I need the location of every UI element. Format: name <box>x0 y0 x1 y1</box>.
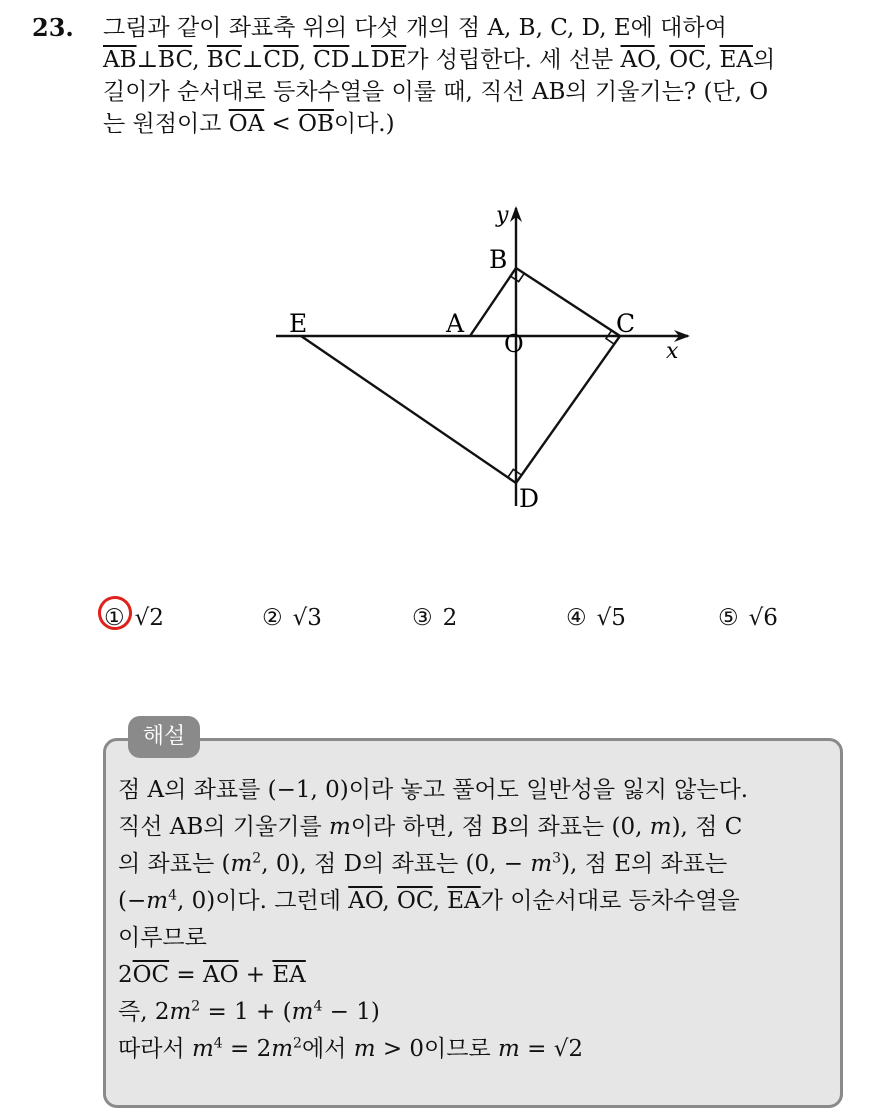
solution-text <box>118 772 838 1068</box>
segment-oc: $\overline{OC}$ <box>132 962 170 988</box>
question-line-3: 길이가 순서대로 등차수열을 이룰 때, 직선 AB의 기울기는? (단, O <box>103 79 769 105</box>
comma: , <box>654 47 670 73</box>
solution-line-1: 점 A의 좌표를 (−1, 0)이라 놓고 풀어도 일반성을 잃지 않는다. <box>118 777 749 803</box>
choice-4-number: ④ <box>566 605 587 631</box>
choice-5-number: ⑤ <box>718 605 739 631</box>
var-m: m <box>498 1036 520 1062</box>
sol-text: 따라서 <box>118 1036 192 1062</box>
sol-text: ), 점 C <box>671 814 743 840</box>
segment-cd-2: $\overline{CD}$ <box>313 47 350 73</box>
var-m: m <box>146 888 169 914</box>
var-m: m <box>291 999 314 1025</box>
sol-text: − 1) <box>322 999 380 1025</box>
exponent: 2 <box>191 998 201 1015</box>
choice-1-value: √2 <box>134 605 164 631</box>
solution-line-3 <box>118 846 838 883</box>
segment-ea: $\overline{EA}$ <box>447 888 481 914</box>
label-origin: O <box>504 330 524 358</box>
sol-text: = 2 <box>222 1036 272 1062</box>
question-line-2-tail: 가 성립한다. 세 선분 <box>406 47 621 73</box>
choice-1-num-text: ① <box>104 605 125 631</box>
question-number: 23. <box>32 13 74 42</box>
sol-text: 2 <box>118 962 133 988</box>
choice-2-number: ② <box>262 605 283 631</box>
solution-line-7 <box>118 994 838 1031</box>
var-m: m <box>230 851 253 877</box>
segment-bc: $\overline{BC}$ <box>158 47 193 73</box>
choice-2-value: √3 <box>292 605 322 631</box>
solution-line-2 <box>118 809 838 846</box>
question-line-2-end: 의 <box>752 47 776 73</box>
selected-circle-icon <box>95 593 135 633</box>
var-m: m <box>328 814 351 840</box>
question-line-1: 그림과 같이 좌표축 위의 다섯 개의 점 A, B, C, D, E에 대하여 <box>103 15 727 41</box>
comma: , <box>382 888 397 914</box>
sol-text: = <box>519 1036 554 1062</box>
sol-text: ), 점 E의 좌표는 <box>561 851 728 877</box>
choice-5[interactable] <box>718 600 778 640</box>
segment-oc: $\overline{OC}$ <box>669 47 705 73</box>
sol-text: = <box>169 962 204 988</box>
choice-2[interactable] <box>262 600 322 640</box>
solution-line-8 <box>118 1031 838 1068</box>
choice-4-value: √5 <box>596 605 626 631</box>
segment-ao: $\overline{AO}$ <box>203 962 239 988</box>
label-a: A <box>446 309 465 338</box>
label-y-axis: y <box>496 203 509 228</box>
exponent: 4 <box>168 887 177 904</box>
segment-ao: $\overline{AO}$ <box>348 888 383 914</box>
segment-ao: $\overline{AO}$ <box>620 47 655 73</box>
sol-text: , 0), 점 D의 좌표는 (0, − <box>261 851 531 877</box>
solution-line-6 <box>118 957 838 994</box>
answer-choices <box>104 600 864 640</box>
perp-symbol: ⊥ <box>241 47 264 73</box>
segment-cd: $\overline{CD}$ <box>263 47 299 73</box>
choice-4[interactable] <box>566 600 626 640</box>
choice-5-value: √6 <box>748 605 778 631</box>
question-line-4-end: 이다.) <box>333 111 395 137</box>
sol-text: 가 이순서대로 등차수열을 <box>480 888 740 914</box>
label-d: D <box>519 484 540 513</box>
var-m: m <box>353 1036 376 1062</box>
segment-ea: $\overline{EA}$ <box>719 47 753 73</box>
exponent: 4 <box>213 1035 223 1052</box>
choice-1-number <box>104 600 125 636</box>
sol-text: > 0이므로 <box>375 1036 499 1062</box>
solution-line-5: 이루므로 <box>118 925 207 951</box>
sol-text: 에서 <box>301 1036 354 1062</box>
sol-text: , 0)이다. 그런데 <box>176 888 349 914</box>
perp-symbol: ⊥ <box>349 47 371 73</box>
var-m: m <box>169 999 192 1025</box>
var-m: m <box>191 1036 214 1062</box>
exponent: 2 <box>293 1035 302 1052</box>
choice-1[interactable] <box>104 600 164 640</box>
sol-text: 이라 하면, 점 B의 좌표는 (0, <box>350 814 650 840</box>
segment-oa: $\overline{OA}$ <box>228 111 265 137</box>
segment-ab: $\overline{AB}$ <box>103 47 137 73</box>
var-m: m <box>530 851 553 877</box>
exponent: 3 <box>552 850 562 867</box>
segment-bc-2: $\overline{BC}$ <box>206 47 242 73</box>
segment-ea: $\overline{EA}$ <box>272 962 306 988</box>
sol-text: (− <box>118 888 147 914</box>
solution-answer: √2 <box>553 1036 584 1062</box>
sol-text: + <box>238 962 273 988</box>
comma: , <box>432 888 448 914</box>
label-e: E <box>289 309 308 338</box>
var-m: m <box>271 1036 294 1062</box>
solution-line-4 <box>118 883 838 920</box>
comma: , <box>298 47 314 73</box>
sol-text: 즉, 2 <box>118 999 170 1025</box>
comma: , <box>704 47 720 73</box>
comma: , <box>192 47 207 73</box>
segment-ob: $\overline{OB}$ <box>298 111 334 137</box>
sol-text: 의 좌표는 ( <box>118 851 231 877</box>
segment-de: $\overline{DE}$ <box>371 47 407 73</box>
question-line-4-start: 는 원점이고 <box>103 111 229 137</box>
exponent: 2 <box>252 850 262 867</box>
choice-3[interactable] <box>412 600 457 640</box>
var-m: m <box>649 814 672 840</box>
exponent: 4 <box>313 998 323 1015</box>
less-than: < <box>264 111 299 137</box>
label-b: B <box>489 245 508 274</box>
sol-text: 직선 AB의 기울기를 <box>118 814 329 840</box>
label-c: C <box>616 309 636 338</box>
choice-3-value: 2 <box>442 605 458 631</box>
polyline-abcde <box>301 268 620 483</box>
perp-symbol: ⊥ <box>136 47 159 73</box>
label-x-axis: x <box>666 339 679 364</box>
choice-3-number: ③ <box>412 605 433 631</box>
segment-oc: $\overline{OC}$ <box>397 888 433 914</box>
sol-text: = 1 + ( <box>200 999 292 1025</box>
solution-tab: 해설 <box>128 716 200 758</box>
